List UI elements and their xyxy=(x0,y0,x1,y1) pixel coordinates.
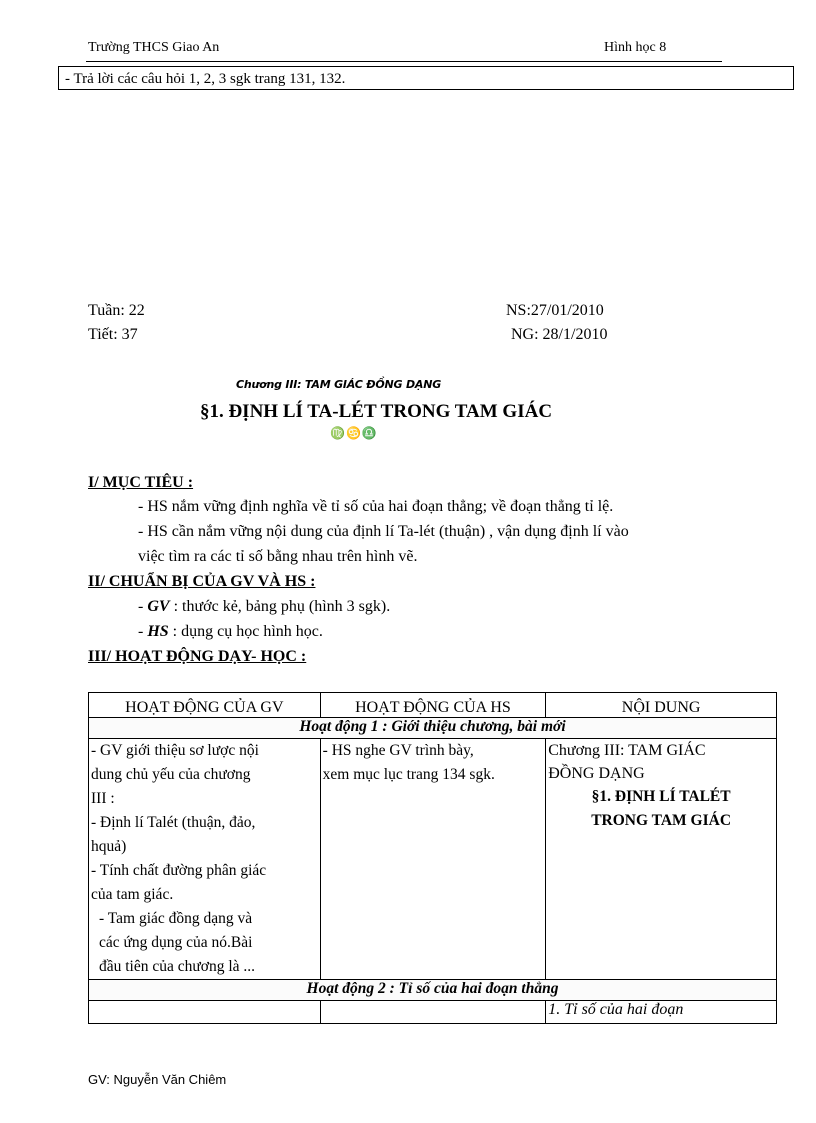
gv-line: III : xyxy=(91,790,115,807)
content-line: ĐỒNG DẠNG xyxy=(548,765,645,782)
activity-1-row xyxy=(89,718,777,739)
activity-2-row xyxy=(89,980,777,1001)
gv-text: : thước kẻ, bảng phụ (hình 3 sgk). xyxy=(169,598,391,615)
content-lesson-title: §1. ĐỊNH LÍ TALÉT xyxy=(591,788,731,805)
objective-line-3: việc tìm ra các tỉ số bằng nhau trên hình vẽ. xyxy=(138,548,418,565)
header-hs: HOẠT ĐỘNG CỦA HS xyxy=(320,693,546,718)
activity-2-title: Hoạt động 2 : Tỉ số của hai đoạn thẳng xyxy=(89,980,777,1001)
hs-text: : dụng cụ học hình học. xyxy=(168,623,323,640)
chapter-title: Chương III: TAM GIÁC ĐỒNG DẠNG xyxy=(236,378,442,391)
top-note-box xyxy=(58,66,794,90)
lesson-plan-table xyxy=(88,692,777,1024)
objective-line-2: - HS cần nắm vững nội dung của định lí Ta-lét (thuận) , vận dụng định lí vào xyxy=(138,523,629,540)
table-row xyxy=(89,739,777,980)
content-cell xyxy=(546,739,777,980)
ornament-symbols: ♍♋♎ xyxy=(330,426,378,440)
gv-line: dung chủ yếu của chương xyxy=(91,766,251,783)
activities-heading: III/ HOẠT ĐỘNG DẠY- HỌC : xyxy=(88,648,307,665)
gv-line: - Tam giác đồng dạng và xyxy=(99,910,253,927)
ns-date: NS:27/01/2010 xyxy=(506,302,604,319)
gv-line: hquả) xyxy=(91,838,127,855)
header-gv: HOẠT ĐỘNG CỦA GV xyxy=(89,693,321,718)
gv-line: - GV giới thiệu sơ lược nội xyxy=(91,742,259,759)
content-lesson-title: TRONG TAM GIÁC xyxy=(591,812,732,829)
lesson-title: §1. ĐỊNH LÍ TA-LÉT TRONG TAM GIÁC xyxy=(199,401,553,422)
activity-1-title: Hoạt động 1 : Giới thiệu chương, bài mới xyxy=(89,718,777,739)
header-content: NỘI DUNG xyxy=(546,693,777,718)
gv-label: GV xyxy=(147,598,170,615)
ng-date: NG: 28/1/2010 xyxy=(511,326,608,343)
header-divider xyxy=(86,61,722,62)
preparation-hs-line: - HS : dụng cụ học hình học. xyxy=(138,623,323,640)
table-header-row xyxy=(89,693,777,718)
gv-line: - Tính chất đường phân giác xyxy=(91,862,267,879)
hs-activity-cell xyxy=(320,739,546,980)
content-line: Chương III: TAM GIÁC xyxy=(548,742,706,759)
gv-activity-cell xyxy=(89,739,321,980)
hs-line: xem mục lục trang 134 sgk. xyxy=(322,766,495,783)
subject-name: Hình học 8 xyxy=(604,40,667,55)
hs-label: HS xyxy=(147,623,169,640)
content-cell: 1. Tỉ số của hai đoạn xyxy=(546,1001,777,1024)
top-note-text: - Trả lời các câu hỏi 1, 2, 3 sgk trang 131, 132. xyxy=(65,71,346,87)
hs-activity-cell xyxy=(320,1001,546,1024)
objectives-heading: I/ MỤC TIÊU : xyxy=(88,474,194,491)
table-row xyxy=(89,1001,777,1024)
objective-line-1: - HS nắm vững định nghĩa về tỉ số của hai đoạn thẳng; về đoạn thẳng tỉ lệ. xyxy=(138,498,614,515)
preparation-heading: II/ CHUẨN BỊ CỦA GV VÀ HS : xyxy=(88,573,316,590)
hs-line: - HS nghe GV trình bày, xyxy=(322,742,474,759)
gv-line: đầu tiên của chương là ... xyxy=(99,958,256,975)
period-label: Tiết: 37 xyxy=(88,326,138,343)
week-label: Tuần: 22 xyxy=(88,302,145,319)
footer-teacher: GV: Nguyễn Văn Chiêm xyxy=(88,1072,227,1087)
preparation-gv-line: - GV : thước kẻ, bảng phụ (hình 3 sgk). xyxy=(138,598,391,615)
gv-activity-cell xyxy=(89,1001,321,1024)
gv-line: của tam giác. xyxy=(91,886,174,903)
gv-line: các ứng dụng của nó.Bài xyxy=(99,934,253,951)
school-name: Trường THCS Giao An xyxy=(88,40,220,55)
gv-line: - Định lí Talét (thuận, đảo, xyxy=(91,814,256,831)
